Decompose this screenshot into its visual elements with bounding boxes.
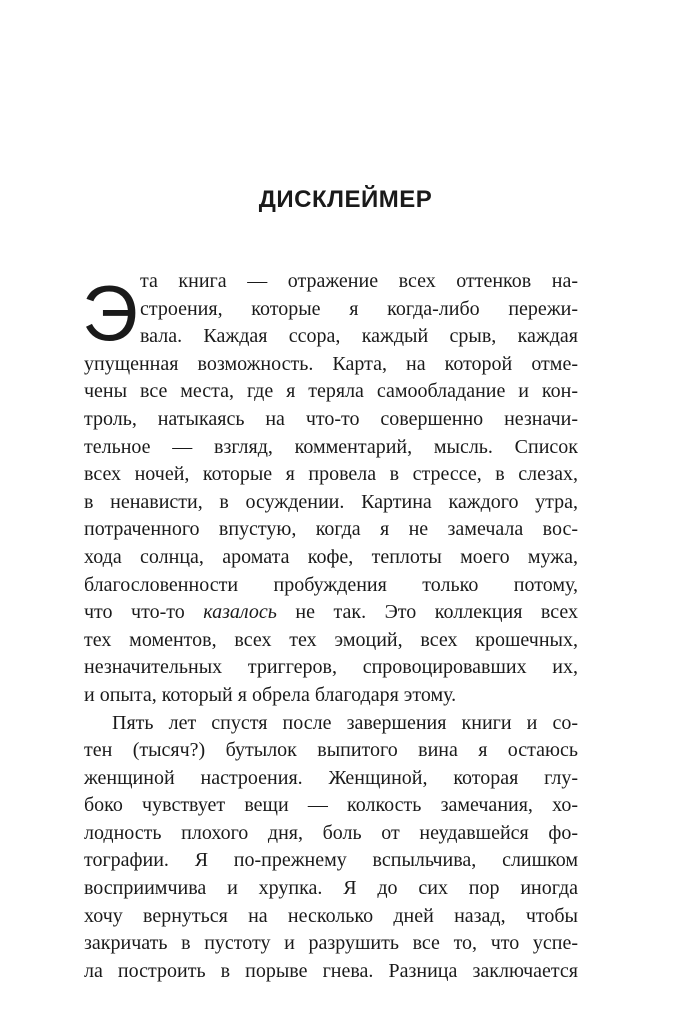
text-line: троль, натыкаясь на что-то совершенно незначи- <box>84 407 578 430</box>
paragraph-2 <box>84 710 578 986</box>
text-line <box>84 599 578 627</box>
text-line: тех моментов, всех тех эмоций, всех крошечных, <box>84 628 578 651</box>
text-line: лодность плохого дня, боль от неудавшейся фо- <box>84 821 578 844</box>
text-line: в ненависти, в осуждении. Картина каждого утра, <box>84 490 578 513</box>
drop-cap: Э <box>82 269 139 357</box>
text-line: Пять лет спустя после завершения книги и со- <box>112 711 578 734</box>
text-line: упущенная возможность. Карта, на которой отме- <box>84 352 578 375</box>
text-line: женщиной настроения. Женщиной, которая глу- <box>84 766 578 789</box>
text-line: ла построить в порыве гнева. Разница заключается <box>84 959 578 982</box>
text-line: восприимчива и хрупка. Я до сих пор иногда <box>84 877 578 900</box>
text-line: боко чувствует вещи — колкость замечания, хо- <box>84 794 578 817</box>
text-line: строения, которые я когда-либо пережи- <box>140 297 578 320</box>
text-line: незначительных триггеров, спровоцировавших их, <box>84 656 578 679</box>
italic-word: казалось <box>203 601 277 624</box>
page-title: ДИСКЛЕЙМЕР <box>258 186 433 213</box>
text-line: закричать в пустоту и разрушить все то, что успе- <box>84 932 578 955</box>
text-line: тен (тысяч?) бутылок выпитого вина я остаюсь <box>84 739 578 762</box>
paragraph-1 <box>84 268 578 710</box>
text-line: хода солнца, аромата кофе, теплоты моего мужа, <box>84 545 578 568</box>
text-line: тельное — взгляд, комментарий, мысль. Список <box>84 435 578 458</box>
text-line: потраченного впустую, когда я не замечала вос- <box>84 518 578 541</box>
body-text <box>84 268 578 985</box>
text-line: чены все места, где я теряла самообладание и кон- <box>84 380 578 403</box>
text-line: та книга — отражение всех оттенков на- <box>140 270 578 292</box>
text-segment: не так. Это коллекция всех <box>276 601 578 624</box>
text-line: всех ночей, которые я провела в стрессе, в слезах, <box>84 463 578 486</box>
text-line: хочу вернуться на несколько дней назад, чтобы <box>84 904 578 927</box>
text-line: благословенности пробуждения только потому, <box>84 573 578 596</box>
text-line: тографии. Я по-прежнему вспыльчива, слишком <box>84 849 578 872</box>
text-segment: что что-то <box>84 601 204 624</box>
text-line: и опыта, который я обрела благодаря этому. <box>84 683 457 706</box>
text-line: вала. Каждая ссора, каждый срыв, каждая <box>140 325 578 348</box>
